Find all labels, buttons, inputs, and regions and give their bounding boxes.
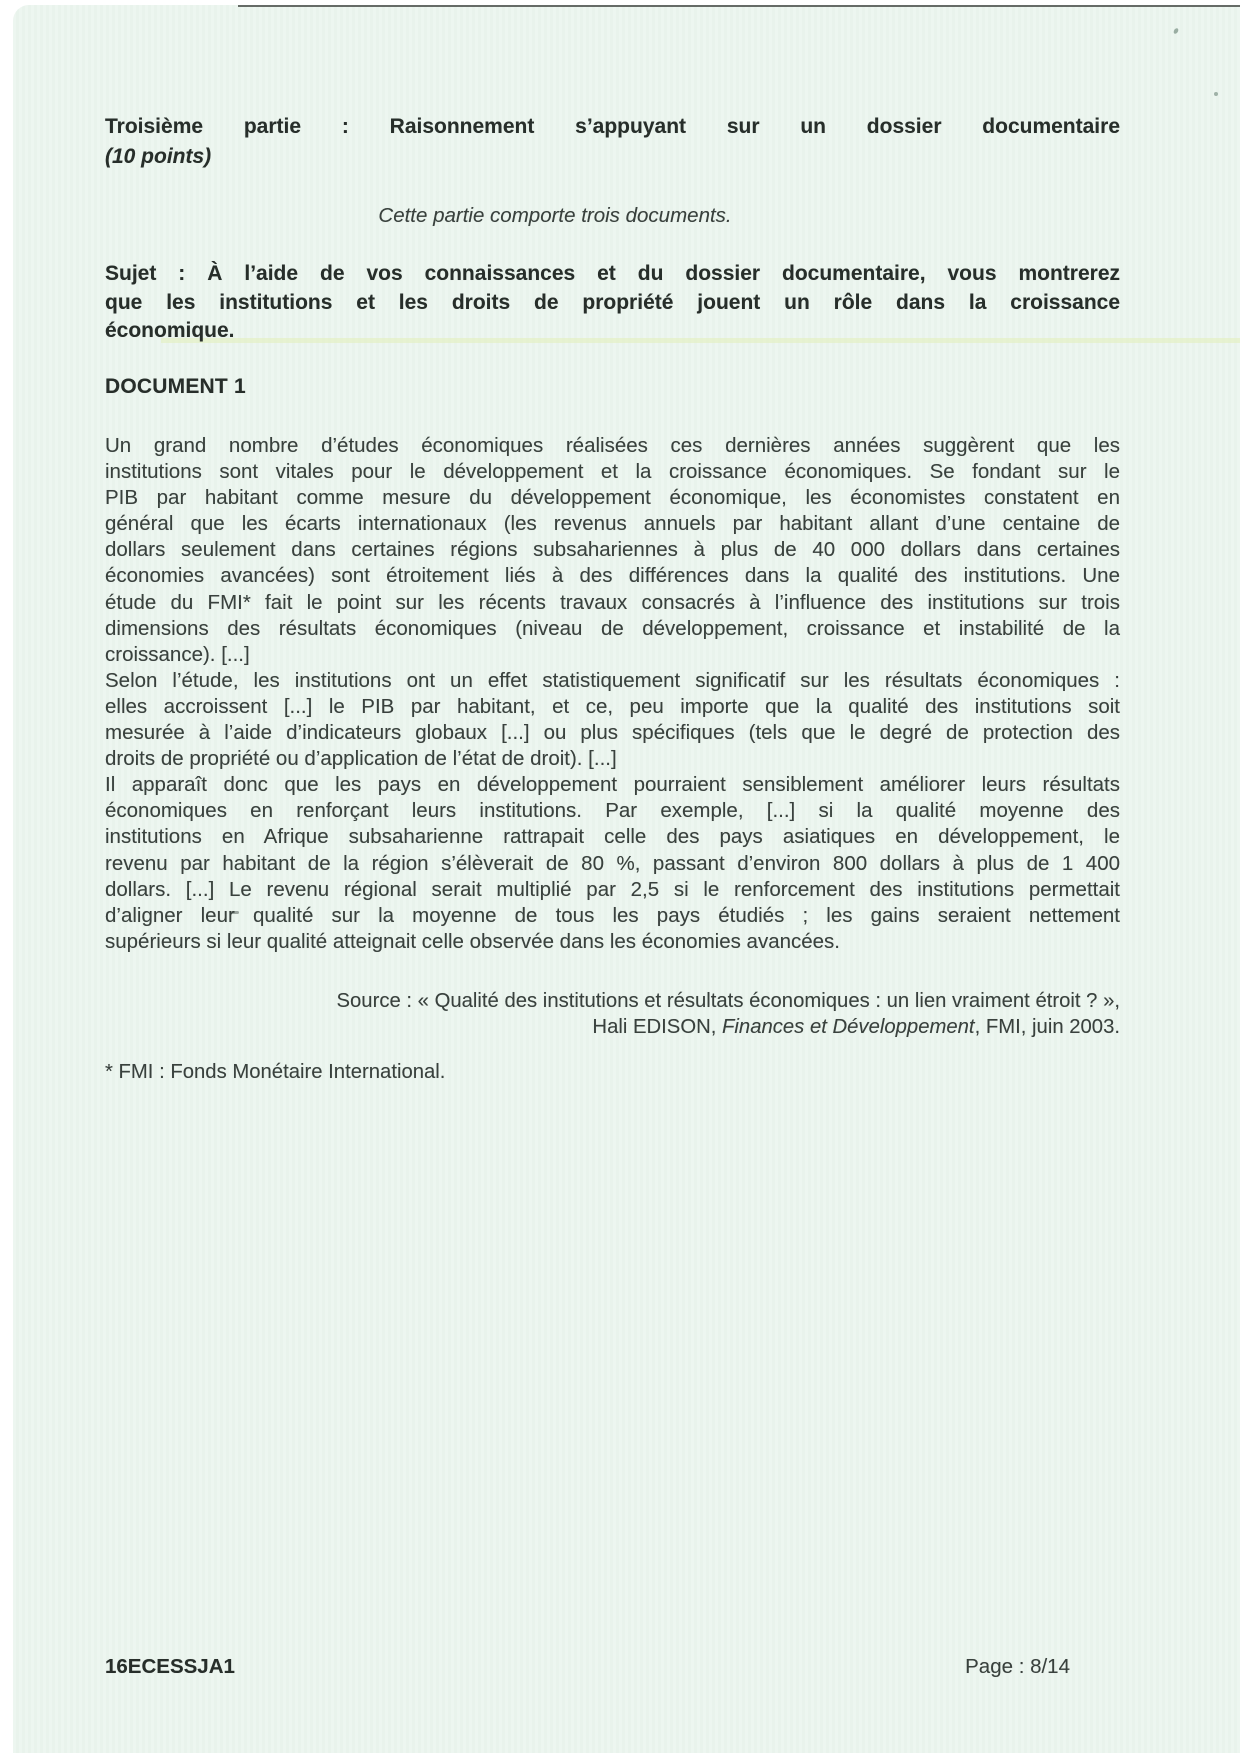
part-title bbox=[105, 112, 1120, 172]
text-line: mesurée à l’aide d’indicateurs globaux [...] ou plus spécifiques (tels que le degré de protection des bbox=[105, 721, 1120, 745]
text-line: dollars seulement dans certaines régions subsahariennes à plus de 40 000 dollars dans certaines bbox=[105, 538, 1120, 562]
source-line bbox=[105, 1014, 1120, 1040]
fmi-footnote: * FMI : Fonds Monétaire International. bbox=[105, 1061, 446, 1083]
source-date: , FMI, juin 2003. bbox=[974, 1016, 1120, 1038]
text-line: institutions sont vitales pour le développement et la croissance économiques. Se fondant sur le bbox=[105, 460, 1120, 484]
text-line: général que les écarts internationaux (les revenus annuels par habitant allant d’une centaine de bbox=[105, 512, 1120, 536]
text-line: économiques en renforçant leurs institutions. Par exemple, [...] si la qualité moyenne des bbox=[105, 799, 1120, 823]
text-line: Selon l’étude, les institutions ont un effet statistiquement significatif sur les résultats économiques : bbox=[105, 668, 1120, 692]
text-line: économies avancées) sont étroitement liés à des différences dans la qualité des institutions. Une bbox=[105, 564, 1120, 588]
page-footer bbox=[105, 1655, 1070, 1679]
document1-body bbox=[105, 433, 1120, 955]
source-author: Hali EDISON, bbox=[592, 1016, 723, 1038]
text-line: droits de propriété ou d’application de l’état de droit). [...] bbox=[105, 747, 617, 771]
text-line: dimensions des résultats économiques (niveau de développement, croissance et instabilité de la bbox=[105, 616, 1120, 640]
subject-statement bbox=[105, 260, 1120, 346]
document1-heading: DOCUMENT 1 bbox=[105, 375, 246, 398]
text-line: PIB par habitant comme mesure du développement économique, les économistes constatent en bbox=[105, 486, 1120, 510]
exam-code: 16ECESSJA1 bbox=[105, 1655, 235, 1678]
text-line: d’aligner leur qualité sur la moyenne de tous les pays étudiés ; les gains seraient nettement bbox=[105, 903, 1120, 927]
scan-speck bbox=[1214, 92, 1218, 96]
scan-speck bbox=[1173, 27, 1179, 34]
source-citation bbox=[105, 988, 1120, 1040]
text-line: étude du FMI* fait le point sur les récents travaux consacrés à l’influence des institutions sur trois bbox=[105, 590, 1120, 614]
part-title-points: (10 points) bbox=[105, 145, 212, 168]
part-title-line1: Troisième partie : Raisonnement s’appuyant sur un dossier documentaire bbox=[105, 115, 1120, 138]
text-line: Il apparaît donc que les pays en développement pourraient sensiblement améliorer leurs résultats bbox=[105, 773, 1120, 797]
scan-edge-line bbox=[238, 5, 1240, 7]
page-number: Page : 8/14 bbox=[965, 1655, 1070, 1678]
text-line: Un grand nombre d’études économiques réalisées ces dernières années suggèrent que les bbox=[105, 434, 1120, 457]
source-journal: Finances et Développement bbox=[722, 1016, 975, 1038]
text-line: revenu par habitant de la région s’élèverait de 80 %, passant d’environ 800 dollars à plus de 1 400 bbox=[105, 851, 1120, 875]
text-line: dollars. [...] Le revenu régional serait multiplié par 2,5 si le renforcement des institutions permettait bbox=[105, 877, 1120, 901]
text-line: institutions en Afrique subsaharienne rattrapait celle des pays asiatiques en développement, le bbox=[105, 825, 1120, 849]
text-line: elles accroissent [...] le PIB par habitant, et ce, peu importe que la qualité des institutions soit bbox=[105, 694, 1120, 718]
source-line: Source : « Qualité des institutions et résultats économiques : un lien vraiment étroit ? », bbox=[336, 990, 1120, 1012]
text-line: supérieurs si leur qualité atteignait celle observée dans les économies avancées. bbox=[105, 929, 841, 953]
subject-line: Sujet : À l’aide de vos connaissances et du dossier documentaire, vous montrerez bbox=[105, 262, 1120, 285]
subject-line: que les institutions et les droits de propriété jouent un rôle dans la croissance bbox=[105, 290, 1120, 314]
subject-line: économique. bbox=[105, 319, 235, 342]
documents-notice: Cette partie comporte trois documents. bbox=[378, 204, 732, 227]
text-line: croissance). [...] bbox=[105, 642, 250, 666]
